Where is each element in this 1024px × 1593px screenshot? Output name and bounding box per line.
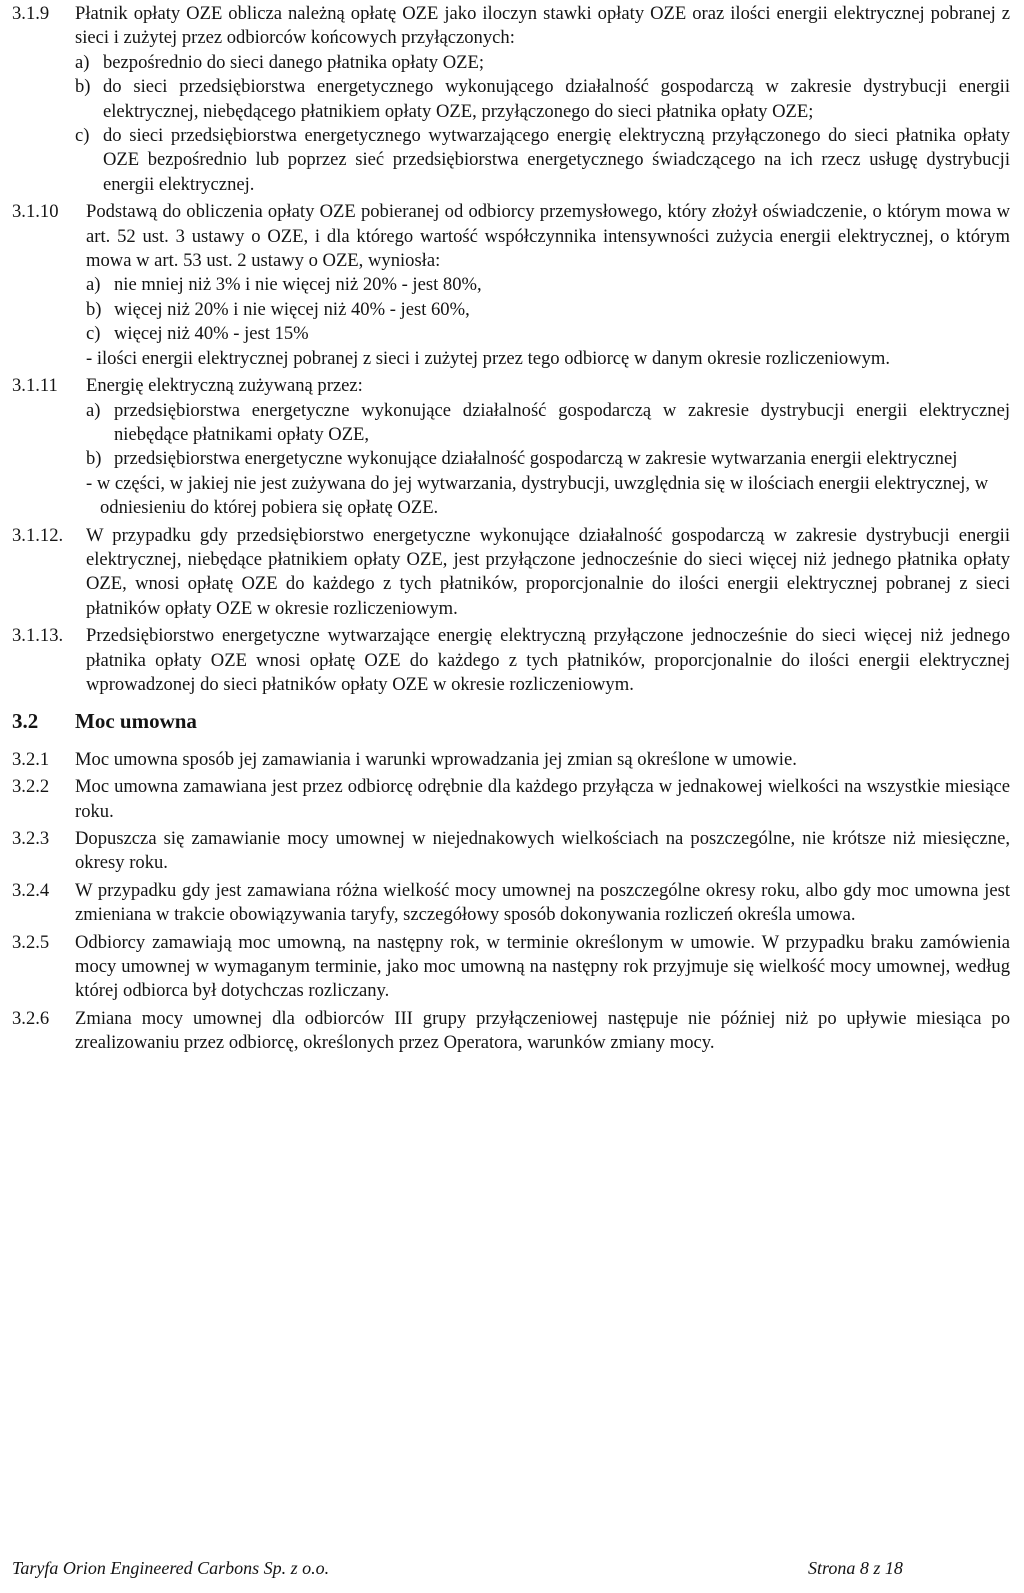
clause-note: - ilości energii elektrycznej pobranej z sieci i zużytej przez tego odbiorcę w danym okresie rozliczeniowym. (86, 347, 891, 369)
clause-text: Odbiorcy zamawiają moc umowną, na następny rok, w terminie określonym w umowie. W przypadku braku zamówienia mocy umownej w wymaganym terminie, jako moc umowną na następny rok przyjmuje się wielkość mocy umownej, według której odbiorca był dotychczas rozliczany. (75, 931, 1010, 1002)
item-list (75, 51, 1010, 197)
item-marker: b) (86, 298, 102, 320)
item-marker: a) (86, 274, 101, 296)
clause-3-2-6 (12, 1007, 1010, 1056)
clause-number: 3.2.2 (12, 776, 50, 798)
list-item (86, 298, 1010, 322)
clause-text: W przypadku gdy jest zamawiana różna wielkość mocy umownej na poszczególne okresy roku, albo gdy moc umowna jest zmieniana w trakcie obowiązywania taryfy, szczegółowy sposób dokonywania rozliczeń określa umowa. (75, 879, 1010, 926)
list-item (86, 273, 1010, 297)
clause-text: Moc umowna sposób jej zamawiania i warunki wprowadzania jej zmian są określone w umowie. (75, 748, 797, 770)
clause-number: 3.1.13. (12, 625, 64, 647)
item-marker: a) (75, 51, 90, 73)
page-footer (12, 1556, 1010, 1580)
clause-number: 3.1.11 (12, 375, 58, 397)
clause-note: - w części, w jakiej nie jest zużywana do jej wytwarzania, dystrybucji, uwzględnia się w ilościach energii elektrycznej, w odniesieniu do której pobiera się opłatę OZE. (86, 472, 989, 519)
clause-text: Dopuszcza się zamawianie mocy umownej w niejednakowych wielkościach na poszczególne, nie krótsze niż miesięczne, okresy roku. (75, 828, 1010, 874)
list-item (75, 51, 1010, 75)
item-text: do sieci przedsiębiorstwa energetycznego wykonującego działalność gospodarczą w zakresie dystrybucji energii elektrycznej, niebędącego płatnikiem opłaty OZE, przyłączonego do sieci płatnika opłaty OZE; (103, 76, 1010, 122)
list-item (75, 75, 1010, 124)
item-marker: c) (75, 125, 90, 147)
clause-number: 3.2.1 (12, 748, 50, 770)
item-marker: b) (86, 448, 102, 470)
item-list (86, 273, 1010, 371)
clause-text: Przedsiębiorstwo energetyczne wytwarzające energię elektryczną przyłączone jednocześnie do sieci więcej niż jednego płatnika opłaty OZE wnosi opłatę OZE do każdego z tych płatników, proporcjonalnie do ilości energii elektrycznej wprowadzonej do sieci płatników opłaty OZE w okresie rozliczeniowym. (86, 625, 1010, 695)
item-text: bezpośrednio do sieci danego płatnika opłaty OZE; (103, 51, 485, 73)
list-item (86, 322, 1010, 346)
clause-3-2-2 (12, 775, 1010, 824)
clause-number: 3.1.10 (12, 201, 59, 223)
section-heading-3-2 (12, 709, 1010, 733)
clause-number: 3.2.3 (12, 828, 50, 849)
clause-number: 3.2.5 (12, 931, 50, 953)
item-list (86, 399, 1010, 521)
clause-number: 3.1.12. (12, 524, 64, 546)
clause-3-2-4 (12, 879, 1010, 928)
item-marker: a) (86, 399, 101, 421)
item-text: przedsiębiorstwa energetyczne wykonujące działalność gospodarczą w zakresie wytwarzania energii elektrycznej (114, 448, 958, 470)
clause-3-2-1 (12, 748, 1010, 772)
clause-number: 3.2.4 (12, 879, 50, 901)
item-marker: c) (86, 323, 101, 345)
clause-number: 3.2.6 (12, 1007, 50, 1029)
footer-document-title: Taryfa Orion Engineered Carbons Sp. z o.o. (12, 1558, 330, 1578)
clause-text: Moc umowna zamawiana jest przez odbiorcę odrębnie dla każdego przyłącza w jednakowej wielkości na wszystkie miesiące roku. (75, 776, 1010, 822)
list-item (86, 447, 1010, 471)
clause-3-1-11 (12, 374, 1010, 520)
item-text: więcej niż 20% i nie więcej niż 40% - jest 60%, (114, 298, 470, 320)
clause-text: Płatnik opłaty OZE oblicza należną opłatę OZE jako iloczyn stawki opłaty OZE oraz ilości energii elektrycznej pobranej z sieci i zużytej przez odbiorców końcowych przyłączonych: (75, 3, 1010, 49)
footer-page-number: Strona 8 z 18 (808, 1558, 903, 1578)
clause-3-1-13 (12, 624, 1010, 697)
item-marker: b) (75, 76, 91, 98)
document-page (12, 2, 1010, 1059)
clause-3-1-10 (12, 200, 1010, 371)
section-number: 3.2 (12, 709, 39, 734)
clause-text: Podstawą do obliczenia opłaty OZE pobieranej od odbiorcy przemysłowego, który złożył oświadczenie, o którym mowa w art. 52 ust. 3 ustawy o OZE, i dla którego wartość współczynnika intensywności zużycia energii elektrycznej, o którym mowa w art. 53 ust. 2 ustawy o OZE, wyniosła: (86, 201, 1010, 272)
clause-text: Energię elektryczną zużywaną przez: (86, 375, 363, 397)
clause-3-2-5 (12, 931, 1010, 1004)
clause-text: W przypadku gdy przedsiębiorstwo energetyczne wykonujące działalność gospodarczą w zakresie dystrybucji energii elektrycznej, niebędące płatnikiem opłaty OZE, jest przyłączone jednocześnie do sieci więcej niż jednego płatnika opłaty OZE, wnosi opłatę OZE do każdego z tych płatników, proporcjonalnie do ilości energii elektrycznej pobranej z sieci płatników opłaty OZE w okresie rozliczeniowym. (86, 524, 1010, 619)
clause-3-1-12 (12, 524, 1010, 622)
item-text: przedsiębiorstwa energetyczne wykonujące działalność gospodarczą w zakresie dystrybucji energii elektrycznej niebędące płatnikami opłaty OZE, (114, 399, 1010, 445)
item-text: nie mniej niż 3% i nie więcej niż 20% - jest 80%, (114, 274, 482, 296)
list-item (75, 124, 1010, 197)
clause-text: Zmiana mocy umownej dla odbiorców III grupy przyłączeniowej następuje nie później niż po upływie miesiąca po zrealizowaniu przez odbiorcę, określonych przez Operatora, warunków zmiany mocy. (75, 1007, 1010, 1054)
list-item (86, 399, 1010, 448)
clause-3-2-3 (12, 827, 1010, 876)
item-text: więcej niż 40% - jest 15% (114, 323, 309, 345)
item-text: do sieci przedsiębiorstwa energetycznego wytwarzającego energię elektryczną przyłączonego do sieci płatnika opłaty OZE bezpośrednio lub poprzez sieć przedsiębiorstwa energetycznego świadczącego na ich rzecz usługę dystrybucji energii elektrycznej. (103, 125, 1010, 195)
clause-3-1-9 (12, 2, 1010, 197)
clause-number: 3.1.9 (12, 3, 50, 24)
section-title: Moc umowna (75, 709, 197, 734)
